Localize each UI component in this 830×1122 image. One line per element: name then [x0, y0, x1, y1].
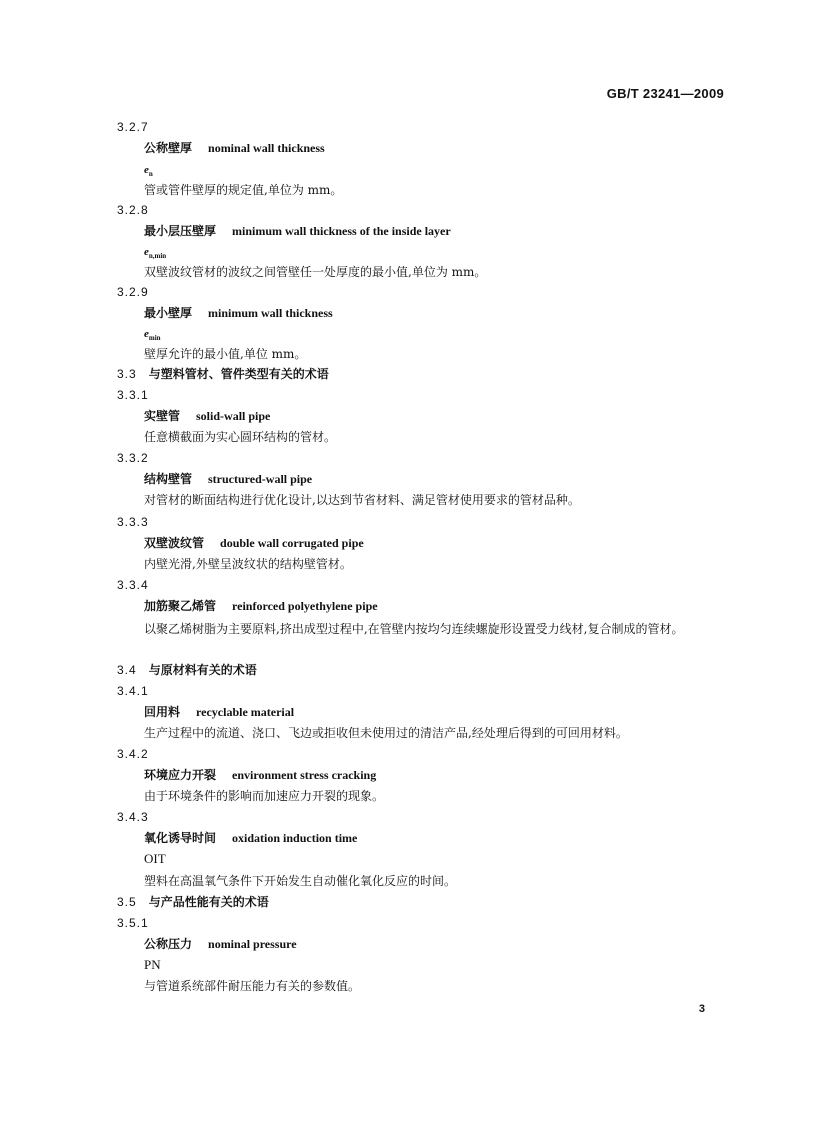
clause-number: 3.4.1: [117, 684, 149, 698]
section-heading: [117, 365, 329, 383]
term-en: minimum wall thickness: [208, 306, 333, 320]
term-definition: 壁厚允许的最小值,单位 mm。: [144, 347, 307, 361]
term-definition: 双壁波纹管材的波纹之间管壁任一处厚度的最小值,单位为 mm。: [144, 265, 487, 279]
term-en: minimum wall thickness of the inside layer: [232, 224, 451, 238]
term-en: solid-wall pipe: [196, 409, 271, 423]
clause-number: 3.4.3: [117, 810, 149, 824]
clause-number: 3.2.7: [117, 120, 149, 134]
term-en: double wall corrugated pipe: [220, 536, 364, 550]
term-heading: [144, 935, 297, 953]
clause-number: 3.3.1: [117, 388, 149, 402]
term-zh: 公称壁厚: [144, 141, 193, 155]
term-definition: 管或管件壁厚的规定值,单位为 mm。: [144, 183, 343, 197]
term-symbol: $e_n$: [144, 164, 153, 179]
term-zh: 最小层压壁厚: [144, 224, 217, 238]
term-heading: [144, 304, 333, 322]
term-heading: [144, 407, 270, 425]
term-heading: [144, 829, 357, 847]
term-heading: [144, 703, 294, 721]
term-en: recyclable material: [196, 705, 295, 719]
clause-number: 3.3.3: [117, 515, 149, 529]
clause-number: 3.2.8: [117, 203, 149, 217]
clause-number: 3.2.9: [117, 285, 149, 299]
clause-number: 3.4.2: [117, 747, 149, 761]
term-en: environment stress cracking: [232, 768, 377, 782]
term-en: structured-wall pipe: [208, 472, 313, 486]
clause-number: 3.3.2: [117, 451, 149, 465]
clause-number: 3.5.1: [117, 916, 149, 930]
term-zh: 氧化诱导时间: [144, 831, 217, 845]
term-definition: 塑料在高温氧气条件下开始发生自动催化氧化反应的时间。: [144, 874, 457, 888]
section-heading: [117, 661, 257, 679]
term-heading: [144, 139, 325, 157]
term-heading: [144, 222, 451, 240]
term-zh: 加筋聚乙烯管: [144, 599, 217, 613]
term-definition: 以聚乙烯树脂为主要原料,挤出成型过程中,在管壁内按均匀连续螺旋形设置受力线材,复合制成的管材。: [144, 622, 684, 636]
term-definition: 生产过程中的流道、浇口、飞边或拒收但未使用过的清洁产品,经处理后得到的可回用材料。: [144, 726, 628, 740]
standard-code: GB/T 23241—2009: [606, 86, 724, 101]
term-definition: 内壁光滑,外壁呈波纹状的结构壁管材。: [144, 557, 352, 571]
term-heading: [144, 534, 364, 552]
term-definition: 与管道系统部件耐压能力有关的参数值。: [144, 979, 361, 993]
term-en: reinforced polyethylene pipe: [232, 599, 378, 613]
term-symbol: $e_{min}$: [144, 328, 161, 343]
term-en: oxidation induction time: [232, 831, 358, 845]
term-zh: 回用料: [144, 705, 181, 719]
term-zh: 结构壁管: [144, 472, 193, 486]
term-definition: 对管材的断面结构进行优化设计,以达到节省材料、满足管材使用要求的管材品种。: [144, 493, 580, 507]
term-heading: [144, 766, 376, 784]
section-number: 3.4: [117, 663, 137, 677]
term-abbreviation: OIT: [144, 851, 166, 866]
section-title: 与原材料有关的术语: [148, 663, 257, 677]
term-abbreviation: PN: [144, 957, 161, 972]
term-zh: 实壁管: [144, 409, 181, 423]
term-zh: 双壁波纹管: [144, 536, 205, 550]
term-zh: 最小壁厚: [144, 306, 193, 320]
term-definition: 任意横截面为实心圆环结构的管材。: [144, 430, 337, 444]
section-number: 3.3: [117, 367, 137, 381]
term-heading: [144, 597, 378, 615]
page-number: 3: [698, 1003, 705, 1015]
clause-number: 3.3.4: [117, 578, 149, 592]
term-en: nominal wall thickness: [208, 141, 325, 155]
section-heading: [117, 893, 269, 911]
term-zh: 公称压力: [144, 937, 193, 951]
section-title: 与塑料管材、管件类型有关的术语: [148, 367, 329, 381]
term-zh: 环境应力开裂: [144, 768, 217, 782]
term-heading: [144, 470, 312, 488]
term-symbol: $e_{n,min}$: [144, 246, 167, 261]
section-title: 与产品性能有关的术语: [148, 895, 269, 909]
section-number: 3.5: [117, 895, 137, 909]
term-en: nominal pressure: [208, 937, 297, 951]
term-definition: 由于环境条件的影响而加速应力开裂的现象。: [144, 789, 385, 803]
